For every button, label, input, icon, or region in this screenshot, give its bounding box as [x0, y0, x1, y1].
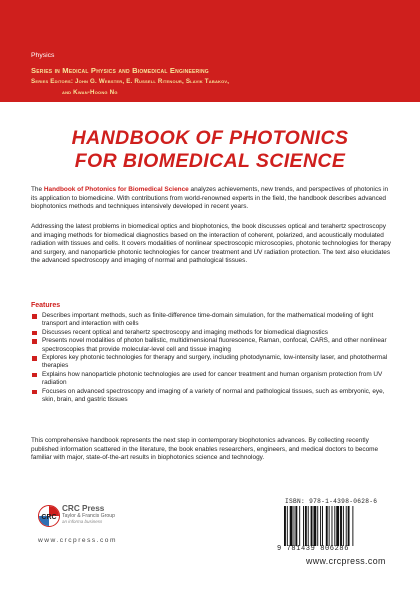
barcode	[282, 506, 378, 546]
features-heading: Features	[31, 302, 61, 309]
crc-logo-icon	[38, 505, 60, 527]
barcode-bar	[303, 506, 304, 546]
series-title: Series in Medical Physics and Biomedical Engineering	[31, 66, 209, 75]
barcode-bar	[322, 506, 323, 546]
intro-rest: analyzes achievements, new trends, and perspectives of photonics in its application to biomedicine. With contributions from world-renowned experts in the field, the handbook describes advanced biophotonics methods and techniques intensively developed in recent years.	[31, 186, 389, 211]
bullet-square-icon	[32, 331, 37, 336]
barcode-bar	[290, 506, 293, 546]
barcode-bar	[311, 506, 313, 546]
barcode-bar	[340, 506, 342, 546]
logo-text: CRC	[41, 514, 57, 521]
barcode-bar	[336, 506, 339, 546]
barcode-bar	[295, 506, 297, 546]
barcode-bar	[343, 506, 344, 546]
isbn-label: ISBN: 978-1-4398-0628-6	[285, 498, 378, 505]
publisher-tagline: an informa business	[62, 519, 103, 524]
list-item: Discusses recent optical and terahertz spectroscopy and imaging methods for biomedical diagnostics	[31, 329, 393, 337]
intro-highlight: Handbook of Photonics for Biomedical Science	[43, 186, 189, 193]
barcode-bar	[329, 506, 330, 546]
features-list	[31, 312, 393, 404]
publisher-group: Taylor & Francis Group	[62, 513, 116, 519]
book-title-line-1: HANDBOOK OF PHOTONICS	[71, 127, 349, 149]
barcode-bar	[294, 506, 295, 546]
publisher-url-footer[interactable]: www.crcpress.com	[306, 556, 386, 566]
barcode-bar	[317, 506, 318, 546]
barcode-bar	[332, 506, 333, 546]
barcode-bar	[308, 506, 309, 546]
barcode-bar	[334, 506, 335, 546]
list-item: Explores key photonic technologies for therapy and surgery, including photodynamic, low-intensity laser, and photothermal therapies	[31, 354, 393, 371]
barcode-bar	[326, 506, 328, 546]
bullet-square-icon	[32, 339, 37, 344]
header-band	[0, 0, 420, 102]
barcode-bar	[287, 506, 288, 546]
closing-paragraph: This comprehensive handbook represents the next step in contemporary biophotonics advances. By collecting recently published information scattered in the literature, the book enables researchers, engineers, and medical doctors to become familiar with major, state-of-the-art results in biophotonics science and technology.	[31, 437, 379, 462]
barcode-bar	[352, 506, 353, 546]
book-title-line-2: FOR BIOMEDICAL SCIENCE	[74, 150, 346, 172]
isbn-number: 9 781439 806286	[277, 545, 350, 553]
bullet-square-icon	[32, 373, 37, 378]
bullet-square-icon	[32, 314, 37, 319]
series-editors: Series Editors: John G. Webster, E. Russell Ritenour, Slavik Tabakov,	[31, 78, 230, 85]
list-item: Describes important methods, such as finite-difference time-domain simulation, for the mathematical modeling of light transport and interaction with cells	[31, 312, 393, 329]
barcode-bar	[320, 506, 321, 546]
barcode-bar	[313, 506, 316, 546]
barcode-bar	[284, 506, 286, 546]
publisher-url[interactable]: www.crcpress.com	[38, 537, 117, 544]
list-item: Explains how nanoparticle photonic technologies are used for cancer treatment and human organism protection from UV radiation	[31, 371, 393, 388]
barcode-bar	[299, 506, 300, 546]
intro-paragraph	[31, 186, 393, 212]
category-label: Physics	[31, 52, 55, 59]
barcode-bar	[305, 506, 307, 546]
bullet-square-icon	[32, 356, 37, 361]
barcode-bar	[348, 506, 350, 546]
series-editors-continued: and Kwan-Hoong Ng	[62, 89, 118, 96]
barcode-bar	[346, 506, 347, 546]
intro-prefix: The	[31, 186, 44, 193]
list-item: Focuses on advanced spectroscopy and imaging of a variety of normal and pathological tissues, such as embryonic, eye, skin, brain, and gastric tissues	[31, 388, 393, 405]
bullet-square-icon	[32, 390, 37, 395]
description-paragraph: Addressing the latest problems in biomedical optics and biophotonics, the book discusses optical and terahertz spectroscopy and imaging methods for biomedical diagnostics based on the interaction of coherent, polarized, and acoustically modulated radiation with tissues and cells. It covers modalities of nonlinear spectroscopic microscopies, photonic technologies for therapy and surgery, and nanoparticle photonic technologies for cancer treatment and UV radiation protection. The text also elucidates the advanced spectroscopy and imaging of normal and pathological tissues.	[31, 223, 391, 265]
publisher-name: CRC Press	[62, 504, 105, 513]
list-item: Presents novel modalities of photon ballistic, multidimensional fluorescence, Raman, confocal, CARS, and other nonlinear spectroscopies that provide molecular-level cell and tissue imaging	[31, 337, 393, 354]
